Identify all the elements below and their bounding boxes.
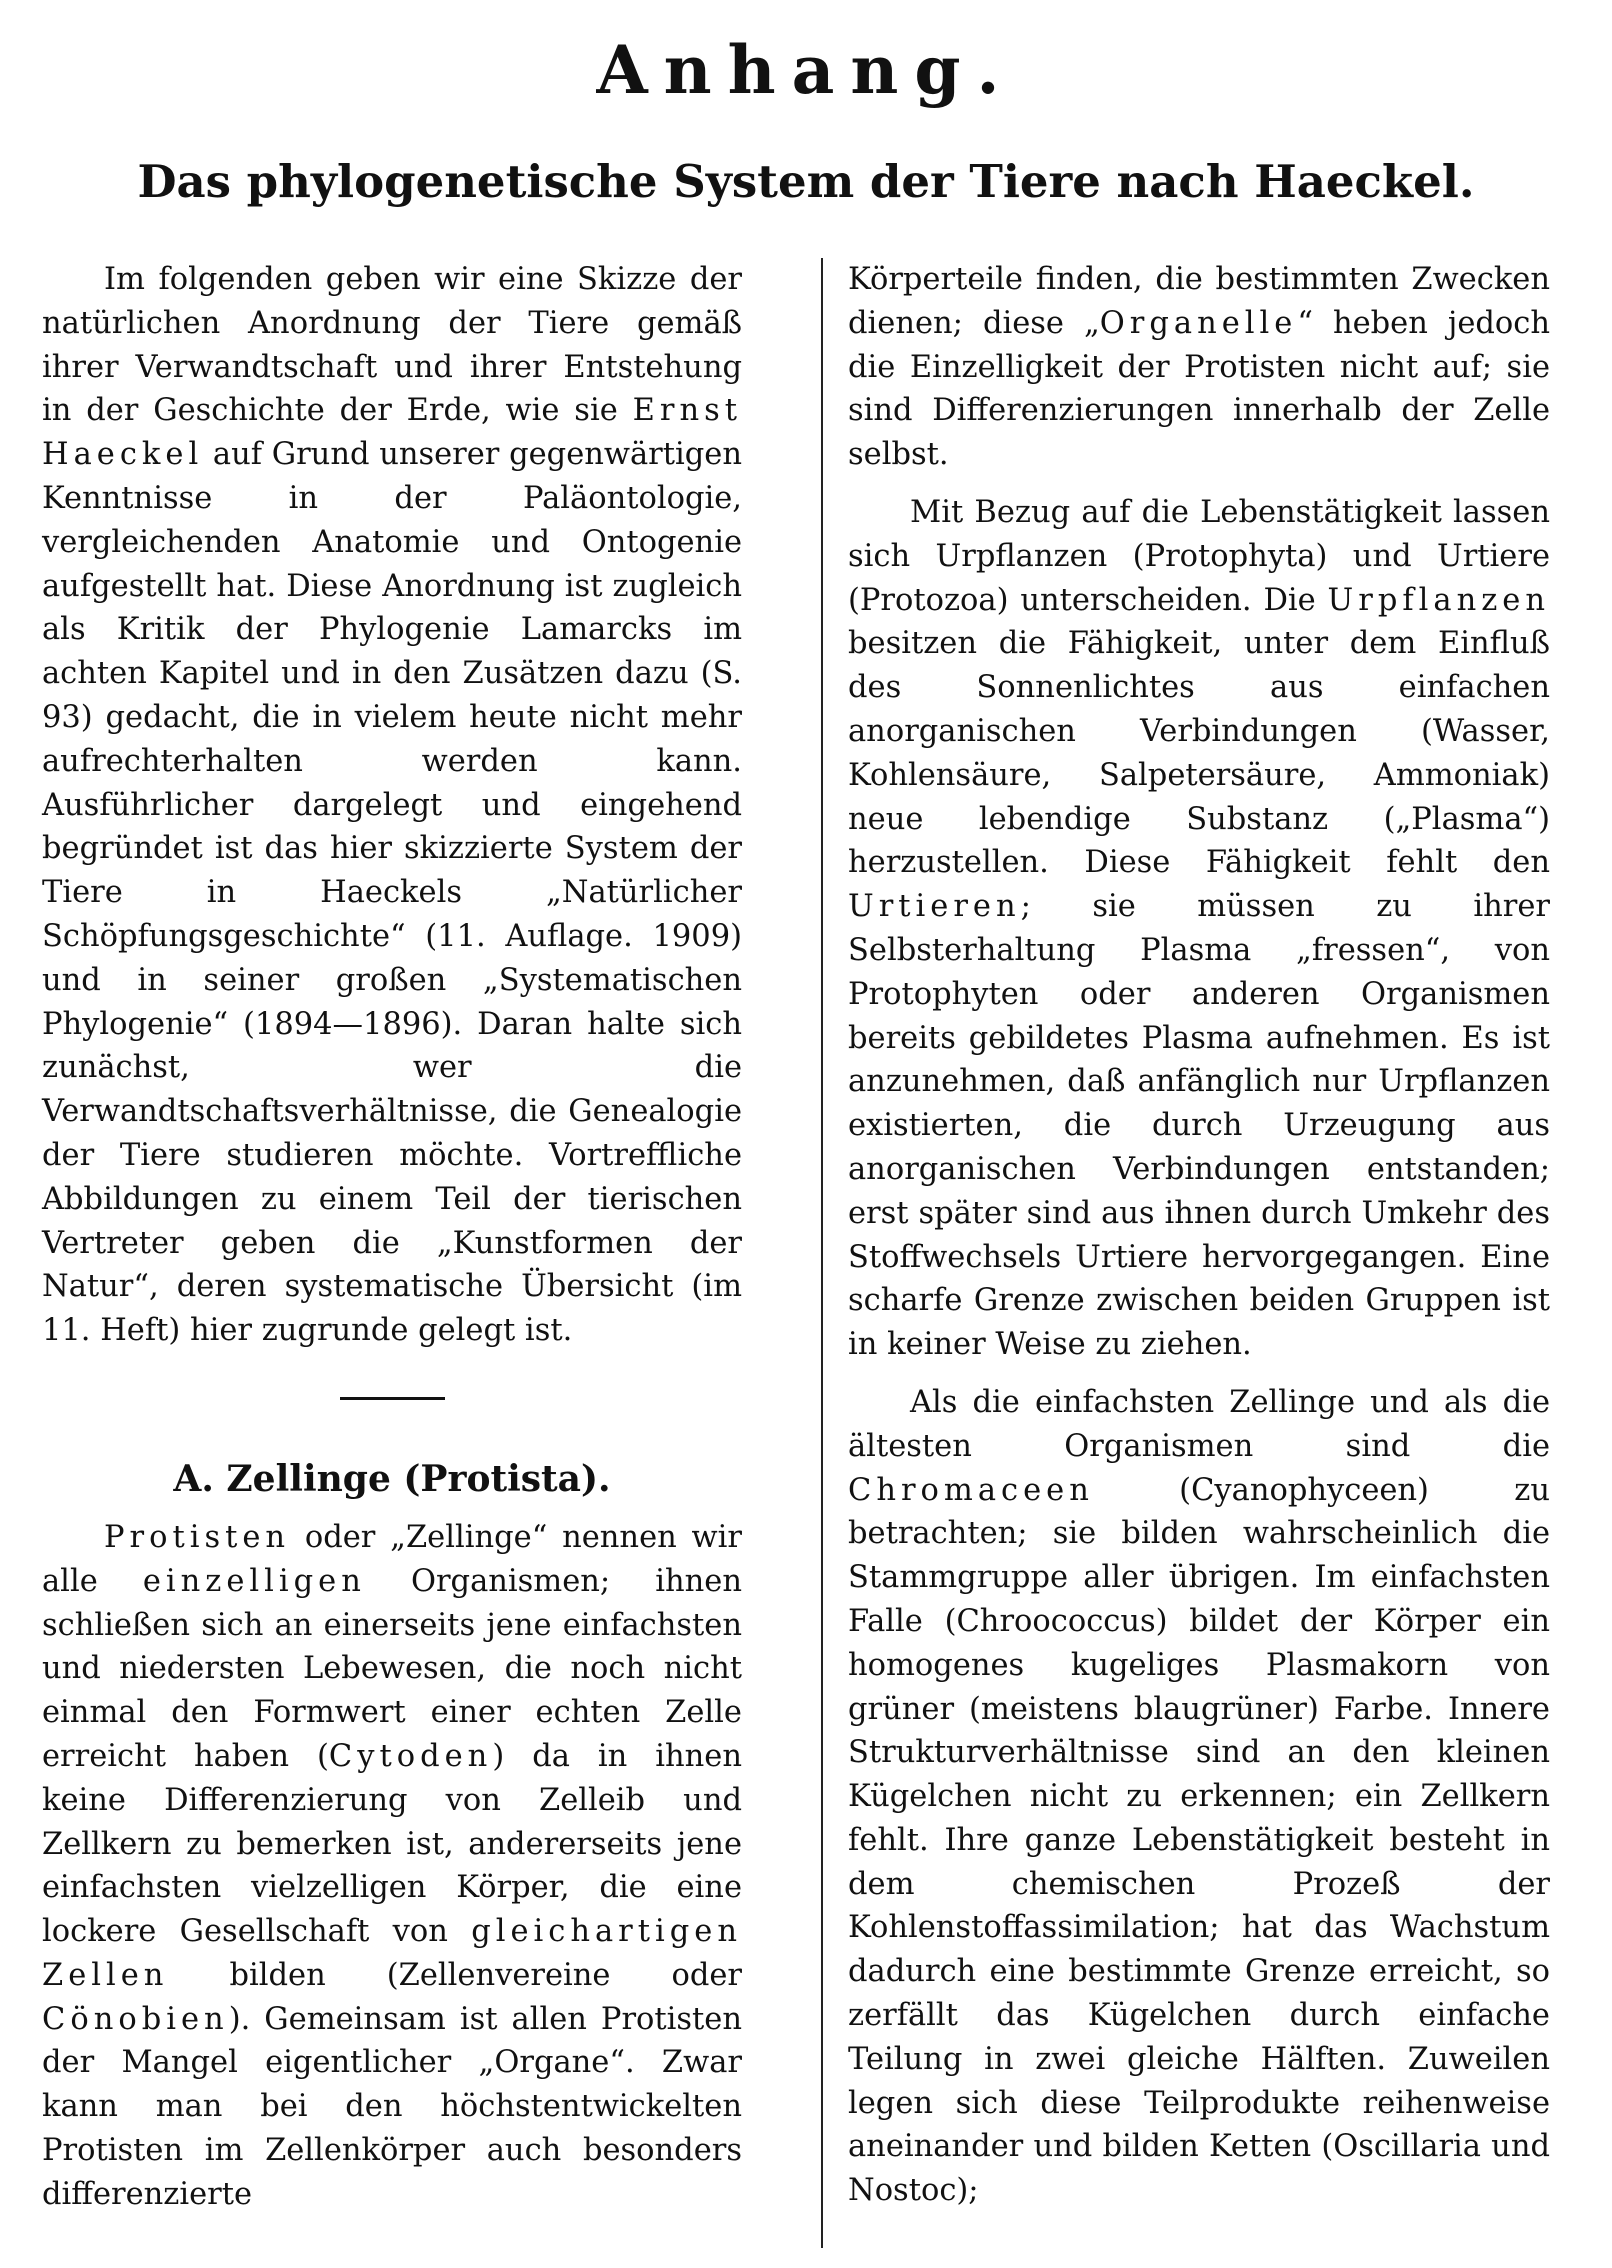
text-run: Als die einfachsten Zellinge und als die ältesten Organismen sind die (848, 1384, 1550, 1464)
continuation-paragraph (848, 258, 1550, 477)
spaced-term: gleichartigen Zellen (42, 1914, 742, 1993)
chromaceen-paragraph (848, 1381, 1550, 2213)
text-run: auf Grund unserer gegenwärtigen Kenntnisse in der Paläontologie, vergleichenden Anatomie und Ontogenie aufgestellt hat. Diese Anordnung ist zugleich als Kritik der Phylogenie Lamarcks im achten Kapitel und in den Zusätzen dazu (S. 93) gedacht, die in vielem heute nicht mehr aufrechterhalten werden kann. Ausführlicher dargelegt und eingehend begründet ist das hier skizzierte System der Tiere in Haeckels „Natürlicher Schöpfungsgeschichte“ (11. Auflage. 1909) und in seiner großen „Systematischen Phylogenie“ (1894—1896). Daran halte sich zunächst, wer die Verwandtschaftsverhältnisse, die Genealogie der Tiere studieren möchte. Vortreffliche Abbildungen zu einem Teil der tierischen Vertreter geben die „Kunstformen der Natur“, deren systematische Übersicht (im 11. Heft) hier zugrunde gelegt ist. (42, 437, 742, 1349)
text-run: besitzen die Fähigkeit, unter dem Einfluß des Sonnenlichtes aus einfachen anorganischen Verbindungen (Wasser, Kohlensäure, Salpetersäure, Ammoniak) neue lebendige Substanz („Plasma“) herzustellen. Diese Fähigkeit fehlt den (848, 626, 1550, 881)
left-column (42, 258, 742, 2217)
spaced-name: Ernst Haeckel (42, 393, 742, 473)
spaced-term: einzelligen (142, 1563, 366, 1599)
text-run: Organismen; ihnen schließen sich an einerseits jene einfachsten und niedersten Lebewesen, die noch nicht einmal den Formwert einer echten Zelle erreicht haben ( (42, 1563, 742, 1774)
spaced-term: Cönobien (42, 2001, 229, 2037)
text-run: ) da in ihnen keine Differenzierung von Zelleib und Zellkern zu bemerken ist, andererseits jene einfachsten vielzelligen Körper, die eine lockere Gesellschaft von (42, 1738, 742, 1950)
spaced-term: Urtieren (848, 889, 1021, 925)
spaced-term: Cytoden (328, 1738, 493, 1774)
text-run: Im folgenden geben wir eine Skizze der natürlichen Anordnung der Tiere gemäß ihrer Verwandtschaft und ihrer Entstehung in der Geschichte der Erde, wie sie (42, 262, 742, 429)
spaced-term: Urpflanzen (1327, 582, 1550, 618)
text-run: oder „Zellinge“ nennen wir alle (42, 1519, 742, 1599)
text-run: bilden (Zellenvereine oder (168, 1957, 742, 1993)
text-run: Körperteile finden, die bestimmten Zwecken dienen; diese „ (848, 262, 1550, 341)
section-heading: A. Zellinge (Protista). (173, 1457, 611, 1500)
spaced-term: Chromaceen (848, 1472, 1094, 1508)
text-run: ; sie müssen zu ihrer Selbsterhaltung Plasma „fressen“, von Protophyten oder anderen Organismen bereits gebildetes Plasma aufnehmen. Es ist anzunehmen, daß anfänglich nur Urpflanzen existierten, die durch Urzeugung aus anorganischen Verbindungen entstanden; erst später sind aus ihnen durch Umkehr des Stoffwechsels Urtiere hervorgegangen. Eine scharfe Grenze zwischen beiden Gruppen ist in keiner Weise zu ziehen. (848, 889, 1550, 1363)
protisten-paragraph (42, 1516, 742, 2217)
text-run: (Cyanophyceen) zu betrachten; sie bilden wahrscheinlich die Stammgruppe aller übrigen. Im einfachsten Falle (Chroococcus) bildet der Körper ein homogenes kugeliges Plasmakorn von grüner (meistens blaugrüner) Farbe. Innere Strukturverhältnisse sind an den kleinen Kügelchen nicht zu erkennen; ein Zellkern fehlt. Ihre ganze Lebenstätigkeit besteht in dem chemischen Prozeß der Kohlenstoffassimilation; hat das Wachstum dadurch eine bestimmte Grenze erreicht, so zerfällt das Kügelchen durch einfache Teilung in zwei gleiche Hälften. Zuweilen legen sich diese Teilprodukte reihenweise aneinander und bilden Ketten (Oscillaria und Nostoc); (848, 1472, 1550, 2209)
page-title: Anhang. (596, 31, 1016, 109)
text-run: “ heben jedoch die Einzelligkeit der Protisten nicht auf; sie sind Differenzierungen innerhalb der Zelle selbst. (848, 305, 1550, 473)
lebenstaetigkeit-paragraph (848, 491, 1550, 1367)
text-run: ). Gemeinsam ist allen Protisten der Mangel eigentlicher „Organe“. Zwar kann man bei den höchstentwickelten Protisten im Zellenkörper auch besonders differenzierte (42, 2001, 742, 2212)
text-run: Mit Bezug auf die Lebenstätigkeit lassen sich Urpflanzen (Protophyta) und Urtiere (Protozoa) unterscheiden. Die (848, 494, 1550, 618)
intro-paragraph (42, 258, 742, 1353)
column-divider (821, 258, 823, 2248)
page-subtitle: Das phylogenetische System der Tiere nach Haeckel. (137, 155, 1475, 208)
right-column (848, 258, 1550, 2213)
section-divider (340, 1397, 445, 1400)
spaced-term: Protisten (104, 1519, 291, 1555)
spaced-term: Organelle (1099, 305, 1298, 341)
